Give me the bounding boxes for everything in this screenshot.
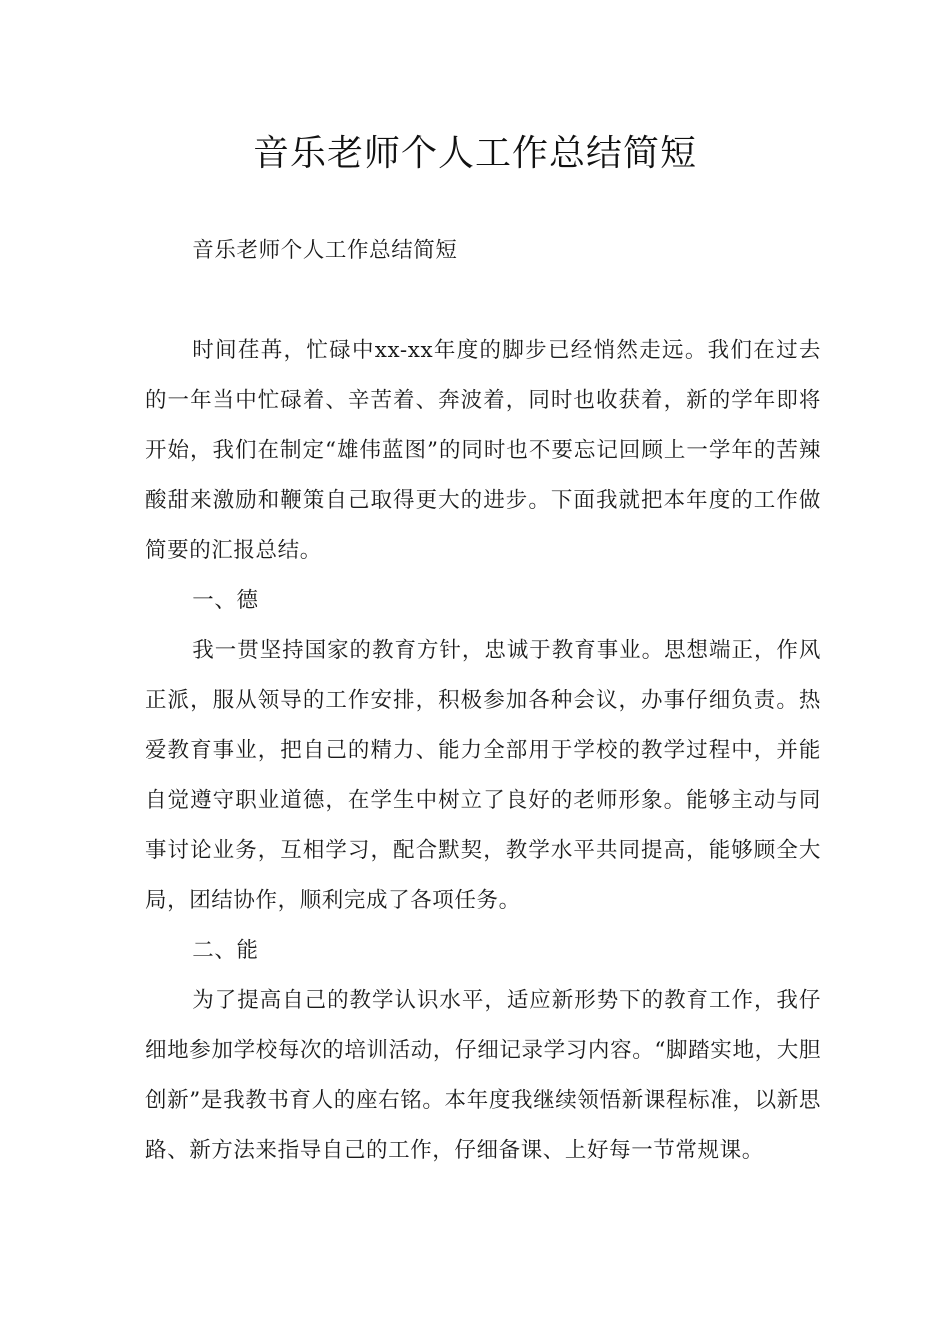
ability-paragraph: 为了提高自己的教学认识水平，适应新形势下的教育工作，我仔细地参加学校每次的培训活动，仔细记录学习内容。“脚踏实地，大胆创新”是我教书育人的座右铭。本年度我继续领悟新课程标准，以新思路、新方法来指导自己的工作，仔细备课、上好每一节常规课。	[145, 988, 821, 1163]
document-title: 音乐老师个人工作总结简短	[252, 133, 697, 174]
section-heading-morality: 一、德	[192, 588, 259, 613]
document-subtitle: 音乐老师个人工作总结简短	[192, 238, 458, 263]
intro-paragraph: 时间荏苒，忙碌中xx-xx年度的脚步已经悄然走远。我们在过去的一年当中忙碌着、辛苦着、奔波着，同时也收获着，新的学年即将开始，我们在制定“雄伟蓝图”的同时也不要忘记回顾上一学年的苦辣酸甜来激励和鞭策自己取得更大的进步。下面我就把本年度的工作做简要的汇报总结。	[145, 338, 821, 563]
section-heading-ability: 二、能	[192, 938, 259, 963]
document-body	[145, 226, 821, 1176]
morality-paragraph: 我一贯坚持国家的教育方针，忠诚于教育事业。思想端正，作风正派，服从领导的工作安排，积极参加各种会议，办事仔细负责。热爱教育事业，把自己的精力、能力全部用于学校的教学过程中，并能自觉遵守职业道德，在学生中树立了良好的老师形象。能够主动与同事讨论业务，互相学习，配合默契，教学水平共同提高，能够顾全大局，团结协作，顺利完成了各项任务。	[145, 638, 821, 913]
